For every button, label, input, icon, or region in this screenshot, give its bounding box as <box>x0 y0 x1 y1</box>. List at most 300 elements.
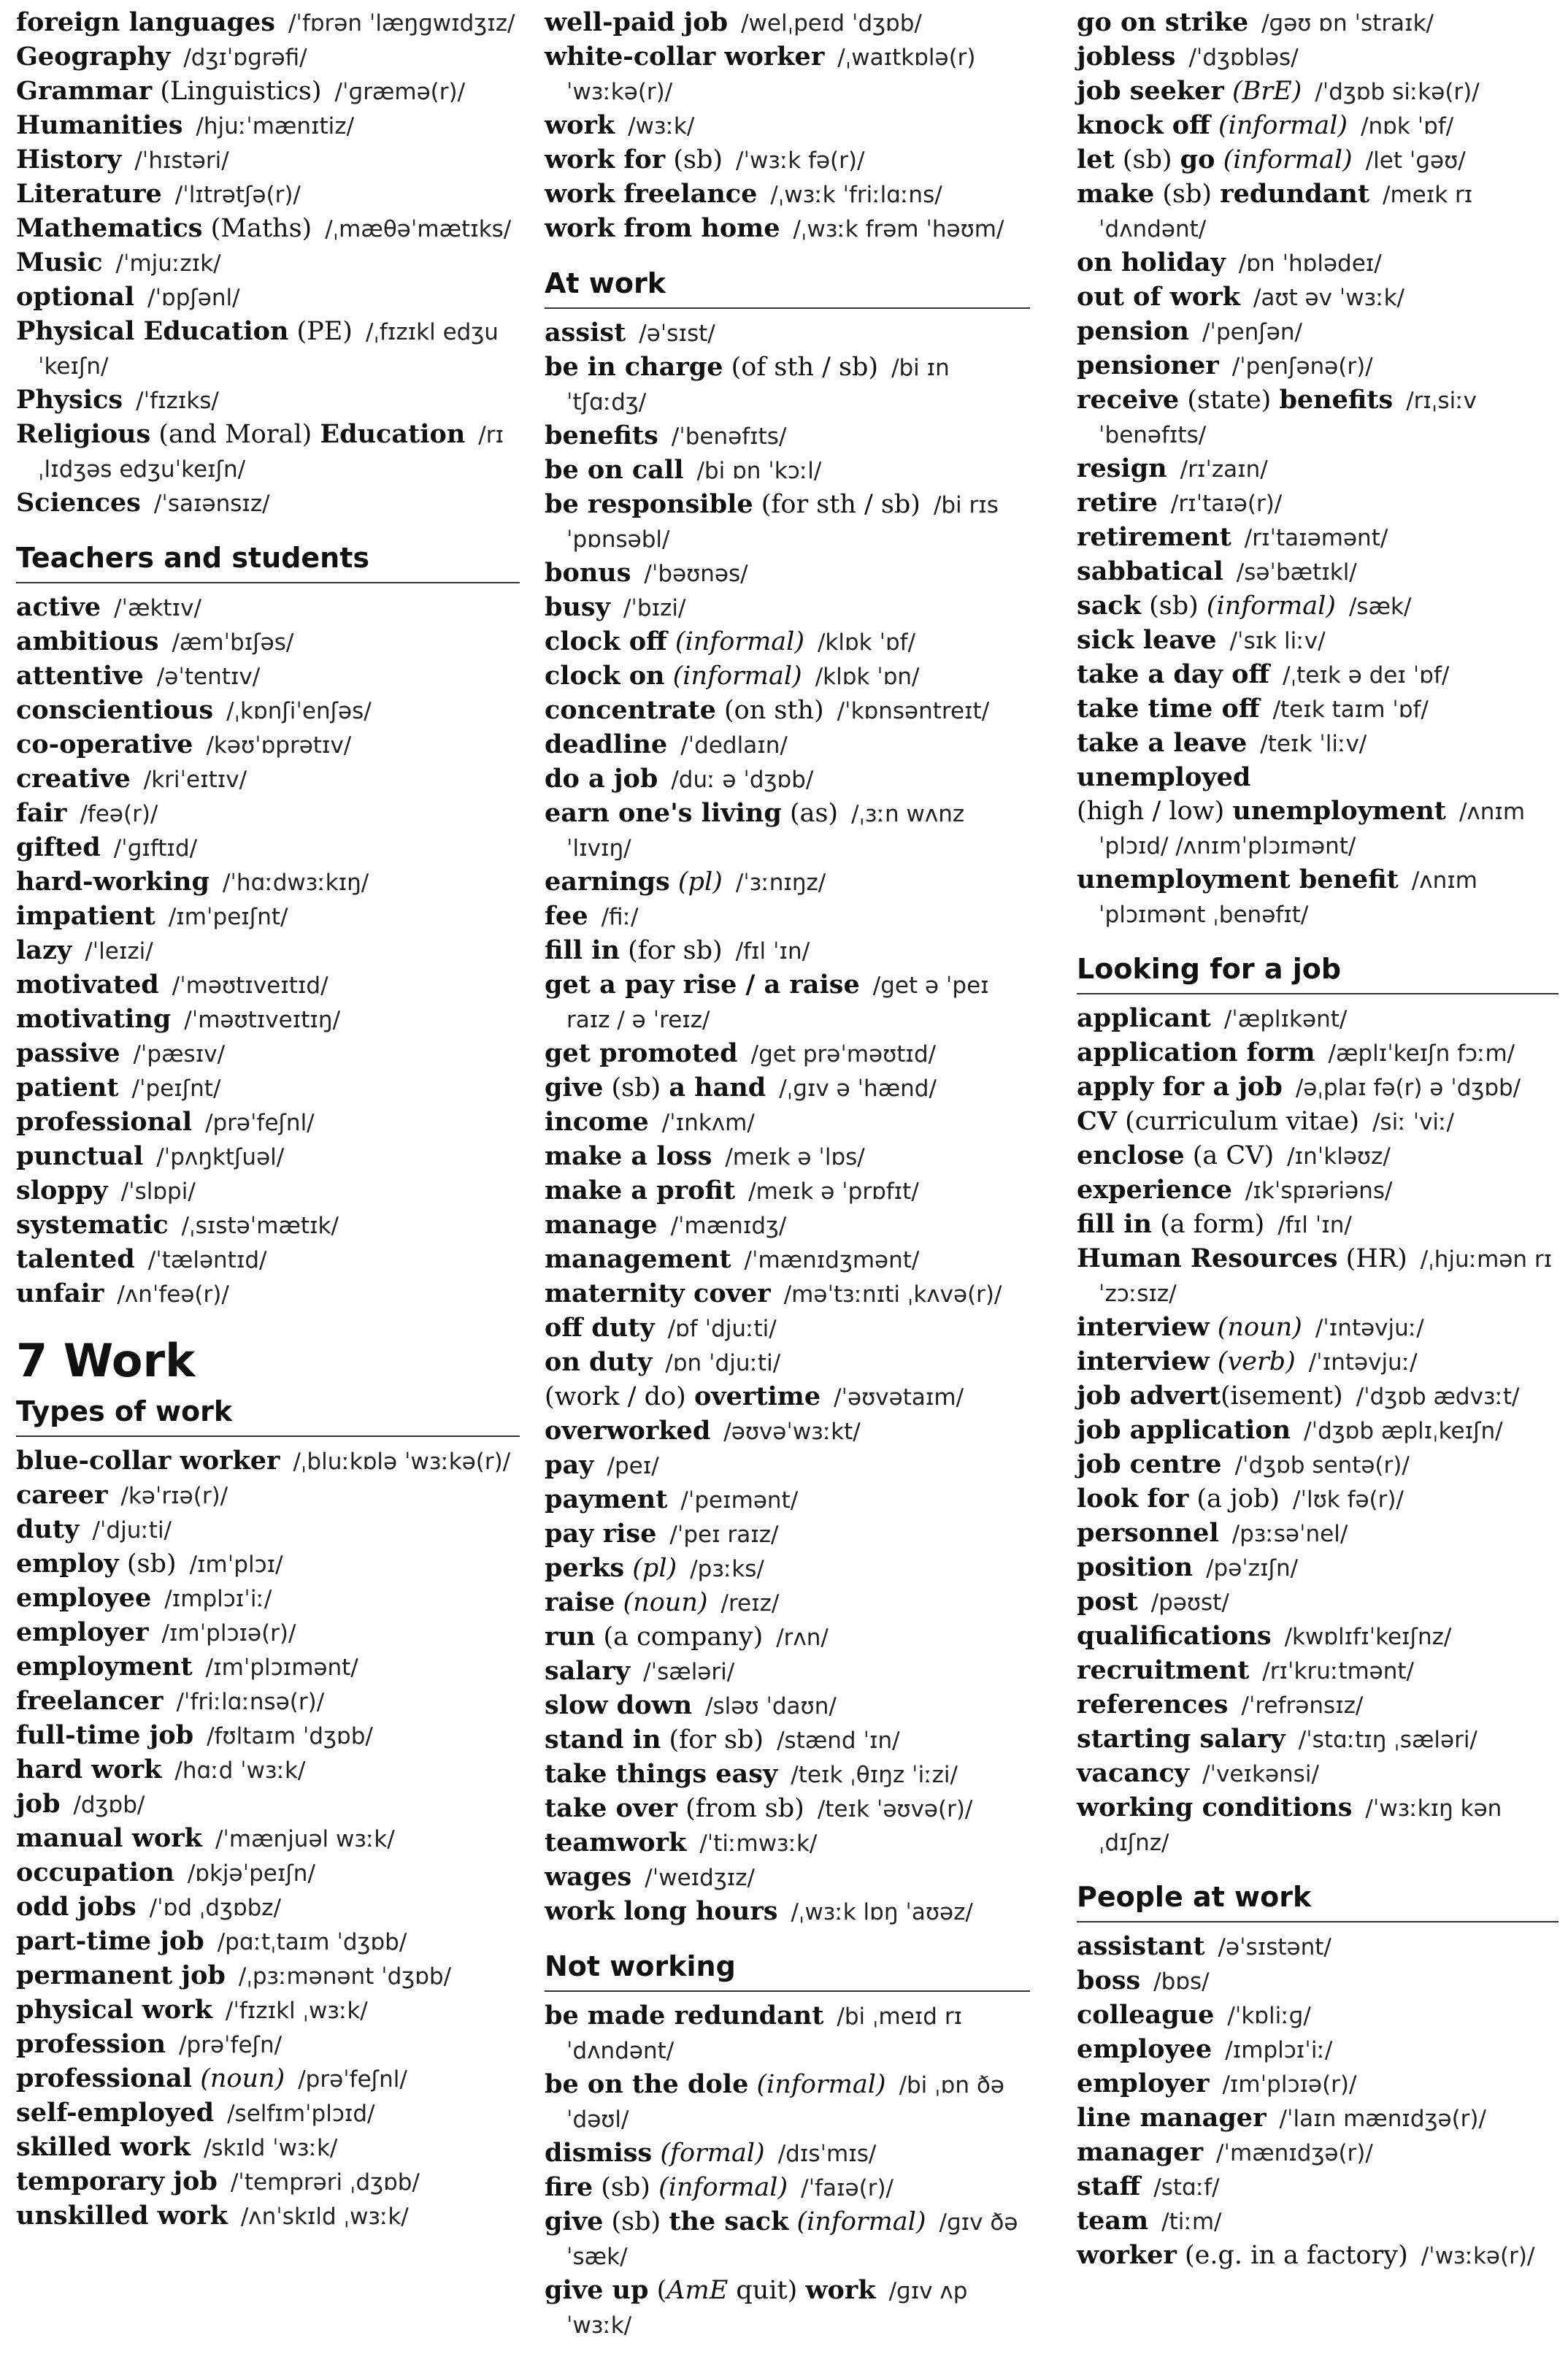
pronunciation: /fɪl ˈɪn/ <box>1277 1212 1352 1238</box>
pronunciation: /ɪmˈplɔɪ/ <box>189 1552 283 1578</box>
pronunciation: /ˌteɪk ə deɪ ˈɒf/ <box>1283 662 1450 689</box>
pronunciation: /ˈslɒpi/ <box>120 1178 196 1205</box>
vocab-entry <box>1077 486 1559 521</box>
pronunciation: /fɪl ˈɪn/ <box>735 938 810 965</box>
pronunciation: /siː ˈviː/ <box>1372 1109 1454 1135</box>
pronunciation: /ˈpeɪʃnt/ <box>131 1076 221 1102</box>
column-left <box>16 6 520 2234</box>
pronunciation: /ˈweɪdʒɪz/ <box>645 1865 755 1891</box>
headword: go on strike <box>1077 7 1249 37</box>
headword: overtime <box>693 1381 821 1411</box>
vocab-entry <box>16 1071 520 1105</box>
usage-label: (noun) <box>200 2064 285 2093</box>
vocab-entry <box>545 1999 1030 2068</box>
headword: profession <box>16 2029 166 2059</box>
headword: employer <box>1077 2069 1210 2098</box>
pronunciation: /ɪnˈkləʊz/ <box>1287 1143 1391 1170</box>
pronunciation: /ɡɪv ðə ˈsæk/ <box>566 2209 1018 2270</box>
pronunciation: /ˌhjuːmən rɪˈzɔːsɪz/ <box>1099 1246 1553 1307</box>
pronunciation: /duː ə ˈdʒɒb/ <box>671 767 814 793</box>
vocab-entry <box>16 1650 520 1684</box>
vocab-entry <box>1077 452 1559 486</box>
headword: employ <box>16 1549 119 1579</box>
pronunciation: /feə(r)/ <box>80 801 158 827</box>
vocab-entry <box>16 2131 520 2165</box>
headword: odd jobs <box>16 1892 137 1922</box>
headword: hard work <box>16 1755 162 1784</box>
headword: fill in <box>545 935 620 965</box>
note <box>1215 145 1223 175</box>
pronunciation: /hjuːˈmænɪtiz/ <box>196 113 355 139</box>
vocab-entry <box>16 2062 520 2096</box>
section-heading-teachers-and-students: Teachers and students <box>16 541 520 583</box>
pronunciation: /əˈsɪst/ <box>639 321 715 347</box>
headword: pay <box>545 1450 594 1480</box>
vocab-entry <box>545 316 1030 350</box>
note: (HR) <box>1337 1244 1407 1273</box>
vocab-entry <box>1077 624 1559 658</box>
pronunciation: /ˈəʊvətaɪm/ <box>834 1384 964 1411</box>
pronunciation: /ˈbəʊnəs/ <box>644 561 748 587</box>
note <box>748 2070 756 2099</box>
pronunciation: /selfɪmˈplɔɪd/ <box>227 2101 375 2127</box>
note: (PE) <box>288 317 353 346</box>
headword: on duty <box>545 1347 653 1377</box>
headword: passive <box>16 1038 120 1068</box>
pronunciation: /ˌwɜːk frəm ˈhəʊm/ <box>793 216 1004 242</box>
headword: unskilled work <box>16 2201 228 2231</box>
headword: conscientious <box>16 695 214 725</box>
note <box>665 662 673 691</box>
pronunciation: /meɪk rɪˈdʌndənt/ <box>1099 182 1473 242</box>
usage-label: (verb) <box>1217 1347 1296 1376</box>
headword: give <box>545 1073 604 1103</box>
note: (high / low) <box>1077 797 1233 826</box>
vocab-entry <box>1077 2067 1559 2101</box>
vocab-entry <box>1077 1930 1559 1964</box>
pronunciation: /ˈfaɪə(r)/ <box>801 2175 894 2201</box>
note: (as) <box>781 799 839 828</box>
vocab-entry <box>545 1723 1030 1757</box>
note: (for sth / sb) <box>753 490 921 519</box>
headword: working conditions <box>1077 1793 1353 1822</box>
vocab-entry <box>1077 177 1559 246</box>
headword: give <box>545 2207 604 2236</box>
vocab-entry <box>16 694 520 728</box>
pronunciation: /ˈdʒɒb æplɪˌkeɪʃn/ <box>1304 1418 1503 1444</box>
pronunciation: /prəˈfeʃnl/ <box>298 2066 407 2093</box>
vocab-entry <box>16 40 520 74</box>
headword: sloppy <box>16 1176 108 1205</box>
note <box>615 1588 623 1617</box>
headword: job centre <box>1077 1449 1222 1479</box>
vocab-entry <box>545 1037 1030 1071</box>
pronunciation: /pəˈzɪʃn/ <box>1206 1555 1299 1582</box>
headword: stand in <box>545 1725 661 1755</box>
headword: benefits <box>545 421 658 451</box>
usage-label: AmE <box>666 2276 729 2305</box>
vocab-entry <box>1077 383 1559 452</box>
pronunciation: /ˈɡɪftɪd/ <box>113 835 198 862</box>
note: (sb) <box>118 1549 177 1579</box>
vocab-entry <box>545 2171 1030 2205</box>
headword: sabbatical <box>1077 556 1223 586</box>
headword: bonus <box>545 558 631 588</box>
pronunciation: /dʒɪˈɒɡrəfi/ <box>183 45 307 71</box>
headword: work <box>545 110 615 140</box>
vocab-entry <box>545 212 1030 246</box>
pronunciation: /rʌn/ <box>776 1625 829 1651</box>
note <box>1210 1347 1218 1376</box>
pronunciation: /ɒf ˈdjuːti/ <box>667 1316 777 1342</box>
headword: work from home <box>545 213 780 243</box>
note <box>1224 77 1232 106</box>
usage-label: (informal) <box>796 2207 926 2236</box>
headword: permanent job <box>16 1960 226 1990</box>
vocab-entry <box>545 453 1030 488</box>
pronunciation: /ˈwɜːk fə(r)/ <box>736 147 865 174</box>
headword: white-collar worker <box>545 42 825 72</box>
vocab-entry <box>545 728 1030 762</box>
pronunciation: /ɡɪv ʌp ˈwɜːk/ <box>566 2278 968 2339</box>
vocab-entry <box>545 1414 1030 1449</box>
vocab-entry <box>16 1993 520 2028</box>
vocab-entry <box>16 728 520 762</box>
headword: pension <box>1077 316 1189 346</box>
headword: clock on <box>545 661 665 691</box>
vocab-entry <box>16 1890 520 1925</box>
pronunciation: /məˈtɜːnɪti ˌkʌvə(r)/ <box>783 1281 1002 1308</box>
headword: earn one's living <box>545 798 782 828</box>
pronunciation: /bi ˌɒn ðə ˈdəʊl/ <box>566 2072 1004 2133</box>
headword: knock off <box>1077 110 1210 140</box>
headword: self-employed <box>16 2098 215 2128</box>
pronunciation: /ˈleɪzi/ <box>85 938 153 965</box>
headword: Human Resources <box>1077 1243 1338 1273</box>
note <box>1210 111 1218 140</box>
headword: occupation <box>16 1857 174 1887</box>
vocab-entry <box>1077 1002 1559 1036</box>
headword: work long hours <box>545 1896 778 1926</box>
pronunciation: /ˌwɜːk lɒŋ ˈaʊəz/ <box>791 1899 973 1925</box>
section-heading-looking-for-a-job: Looking for a job <box>1077 952 1559 994</box>
headword: income <box>545 1107 649 1137</box>
pronunciation: /ˌɜːn wʌnz ˈlɪvɪŋ/ <box>566 801 965 862</box>
vocab-entry <box>1077 1654 1559 1688</box>
headword: manual work <box>16 1823 202 1853</box>
vocab-entry <box>16 143 520 177</box>
headword: application form <box>1077 1038 1315 1067</box>
section-heading-at-work: At work <box>545 267 1030 309</box>
pronunciation: /ɪmˈplɔɪə(r)/ <box>161 1620 296 1646</box>
pronunciation: /pɑːtˌtaɪm ˈdʒɒb/ <box>217 1929 407 1955</box>
pronunciation: /ˈɒd ˌdʒɒbz/ <box>149 1895 282 1921</box>
headword: interview <box>1077 1346 1210 1376</box>
usage-label: (informal) <box>1223 145 1353 175</box>
vocab-entry <box>545 1311 1030 1346</box>
headword: perks <box>545 1553 625 1583</box>
pronunciation: /ˈɒpʃənl/ <box>147 285 240 311</box>
note: (for sb) <box>619 936 723 965</box>
vocab-entry <box>545 2274 1030 2342</box>
pronunciation: /ˈdʒɒb sentə(r)/ <box>1234 1452 1410 1479</box>
pronunciation: /get prəˈməʊtɪd/ <box>750 1041 937 1067</box>
pronunciation: /teɪk taɪm ˈɒf/ <box>1272 697 1429 723</box>
pronunciation: /klɒk ˈɒf/ <box>817 629 916 656</box>
vocab-entry <box>545 1208 1030 1243</box>
vocab-entry <box>545 1105 1030 1140</box>
pronunciation: /teɪk ˌθɪŋz ˈiːzi/ <box>791 1762 958 1788</box>
headword: unemployment benefit <box>1077 864 1399 894</box>
usage-label: (noun) <box>623 1588 708 1617</box>
headword: let <box>1077 145 1115 175</box>
vocab-entry <box>16 1822 520 1856</box>
pronunciation: /æplɪˈkeɪʃn fɔːm/ <box>1328 1040 1515 1067</box>
headword: take time off <box>1077 694 1260 724</box>
vocab-entry <box>545 1689 1030 1723</box>
headword: off duty <box>545 1313 655 1343</box>
vocab-entry <box>16 1277 520 1311</box>
vocab-entry <box>1077 1139 1559 1173</box>
vocab-entry <box>1077 1619 1559 1654</box>
pronunciation: /tiːm/ <box>1161 2209 1222 2235</box>
pronunciation: /ˈfɪzɪks/ <box>136 388 219 414</box>
pronunciation: /ˈsaɪənsɪz/ <box>153 491 270 517</box>
vocab-entry <box>1077 761 1559 794</box>
pronunciation: /ˈməʊtɪveɪtɪd/ <box>172 973 328 999</box>
headword: employee <box>1077 2034 1212 2064</box>
vocab-entry <box>16 865 520 900</box>
headword: team <box>1077 2206 1149 2236</box>
vocab-entry <box>1077 2136 1559 2170</box>
pronunciation: /ˌwaɪtkɒlə(r) ˈwɜːkə(r)/ <box>566 45 976 105</box>
pronunciation: /ˌbluːkɒlə ˈwɜːkə(r)/ <box>293 1449 511 1475</box>
vocab-entry <box>545 350 1030 419</box>
headword: wages <box>545 1862 632 1892</box>
vocab-entry <box>1077 315 1559 349</box>
headword: fee <box>545 901 588 931</box>
vocab-entry <box>1077 1173 1559 1208</box>
usage-label: (informal) <box>672 662 802 691</box>
vocab-entry <box>16 1925 520 1959</box>
headword: recruitment <box>1077 1655 1250 1685</box>
vocab-entry <box>1077 1688 1559 1722</box>
pronunciation: /get ə ˈpeɪ raɪz / ə ˈreɪz/ <box>566 973 989 1033</box>
note: (sb) <box>593 2173 659 2202</box>
headword: go <box>1180 145 1215 175</box>
headword: impatient <box>16 901 155 931</box>
pronunciation: /ʌnɪmˈplɔɪmənt ˌbenəfɪt/ <box>1099 867 1477 928</box>
headword: lazy <box>16 935 72 965</box>
vocab-entry <box>16 968 520 1002</box>
vocab-entry <box>16 1513 520 1547</box>
headword: temporary job <box>16 2166 218 2196</box>
headword: be in charge <box>545 352 723 382</box>
pronunciation: /kəʊˈɒprətɪv/ <box>206 732 352 759</box>
vocab-entry <box>545 968 1030 1037</box>
headword: CV <box>1077 1106 1118 1136</box>
headword: freelancer <box>16 1686 164 1716</box>
headword: motivated <box>16 970 159 1000</box>
pronunciation: /ˈlɪtrətʃə(r)/ <box>174 182 301 208</box>
vocab-entry <box>16 1037 520 1071</box>
vocab-entry <box>1077 1964 1559 1998</box>
pronunciation: /ˌfɪzɪkl edʒuˈkeɪʃn/ <box>38 319 499 380</box>
pronunciation: /ˌkɒnʃiˈenʃəs/ <box>226 698 372 724</box>
headword: jobless <box>1077 42 1176 72</box>
pronunciation: /kriˈeɪtɪv/ <box>143 767 247 793</box>
vocab-entry <box>545 177 1030 212</box>
pronunciation: /prəˈfeʃn/ <box>179 2032 283 2058</box>
vocab-entry <box>1077 2204 1559 2239</box>
vocab-entry <box>1077 1757 1559 1791</box>
pronunciation: /ɡəʊ ɒn ˈstraɪk/ <box>1261 10 1434 37</box>
headword: interview <box>1077 1312 1210 1342</box>
vocab-entry <box>16 212 520 246</box>
vocab-entry <box>545 1449 1030 1483</box>
vocab-entry <box>1077 1517 1559 1551</box>
headword: get promoted <box>545 1038 738 1068</box>
vocab-entry <box>16 659 520 694</box>
pronunciation: /pəʊst/ <box>1150 1590 1229 1616</box>
note: (a company) <box>595 1622 764 1652</box>
headword: work for <box>545 145 666 175</box>
headword: boss <box>1077 1966 1141 1995</box>
usage-label: (BrE) <box>1232 77 1302 106</box>
vocab-entry <box>545 1586 1030 1620</box>
vocab-entry <box>16 109 520 143</box>
headword: systematic <box>16 1210 169 1240</box>
headword: management <box>545 1244 731 1274</box>
headword: part-time job <box>16 1926 204 1956</box>
headword: patient <box>16 1073 119 1103</box>
headword: experience <box>1077 1175 1232 1205</box>
vocab-entry <box>1077 1345 1559 1379</box>
vocab-entry <box>1077 1585 1559 1619</box>
pronunciation: /peɪ/ <box>607 1453 659 1479</box>
vocab-entry <box>545 762 1030 797</box>
pronunciation: /ˈfɪzɪkl ˌwɜːk/ <box>225 1998 368 2024</box>
headword: slow down <box>545 1690 693 1720</box>
pronunciation: /ˌwɜːk ˈfriːlɑːns/ <box>770 182 942 208</box>
pronunciation: /ˈbɪzi/ <box>623 595 686 621</box>
vocab-entry <box>1077 589 1559 624</box>
headword: redundant <box>1220 179 1370 209</box>
pronunciation: /welˌpeɪd ˈdʒɒb/ <box>741 10 922 37</box>
headword: blue-collar worker <box>16 1446 280 1476</box>
vocab-entry <box>1077 2033 1559 2067</box>
usage-label: (formal) <box>660 2139 765 2168</box>
pronunciation: /ˈpeɪ raɪz/ <box>669 1522 779 1548</box>
vocab-entry <box>1077 726 1559 761</box>
vocab-entry <box>16 2165 520 2199</box>
headword: personnel <box>1077 1518 1219 1548</box>
vocab-entry <box>545 1174 1030 1208</box>
pronunciation: /ˈdedlaɪn/ <box>680 732 788 759</box>
vocab-entry <box>1077 280 1559 315</box>
pronunciation: /ɒkjəˈpeɪʃn/ <box>187 1860 315 1887</box>
headword: Physical Education <box>16 316 289 346</box>
note <box>667 627 675 656</box>
pronunciation: /ˈstɑːtɪŋ ˌsæləri/ <box>1298 1727 1477 1753</box>
headword: employment <box>16 1652 193 1682</box>
pronunciation: /ˈlaɪn mænɪdʒə(r)/ <box>1279 2106 1486 2132</box>
usage-label: (informal) <box>675 627 804 656</box>
headword: qualifications <box>1077 1621 1272 1651</box>
note <box>788 2207 796 2236</box>
headword: fair <box>16 798 67 828</box>
vocab-entry <box>1077 1379 1559 1414</box>
vocab-entry <box>16 934 520 968</box>
pronunciation: /let ˈɡəʊ/ <box>1365 147 1466 174</box>
headword: make a loss <box>545 1141 712 1171</box>
headword: work <box>805 2275 876 2305</box>
pronunciation: /meɪk ə ˈlɒs/ <box>725 1144 865 1170</box>
vocab-entry <box>16 2096 520 2131</box>
usage-label: (informal) <box>1206 591 1336 621</box>
vocab-entry <box>16 1959 520 1993</box>
headword: concentrate <box>545 695 716 725</box>
headword: Literature <box>16 179 162 209</box>
vocab-entry <box>1077 2101 1559 2136</box>
pronunciation: /skɪld ˈwɜːk/ <box>203 2135 338 2161</box>
pronunciation: /ɪmplɔɪˈiː/ <box>164 1586 272 1612</box>
vocab-entry <box>16 1444 520 1479</box>
vocab-entry <box>1077 1070 1559 1105</box>
headword: hard-working <box>16 867 210 897</box>
pronunciation: /ˈdjuːti/ <box>92 1517 172 1544</box>
pronunciation: /stɑːf/ <box>1153 2174 1220 2201</box>
headword: vacancy <box>1077 1758 1190 1788</box>
note <box>652 2139 660 2168</box>
headword: fire <box>545 2172 593 2202</box>
headword: physical work <box>16 1995 212 2025</box>
headword: unemployed <box>1077 762 1251 792</box>
vocab-entry <box>1077 863 1559 932</box>
headword: Humanities <box>16 110 183 140</box>
pronunciation: /reɪz/ <box>720 1590 780 1617</box>
section-heading-types-of-work: Types of work <box>16 1395 520 1437</box>
vocab-entry <box>545 1552 1030 1586</box>
pronunciation: /əˈsɪstənt/ <box>1218 1934 1331 1960</box>
vocab-entry <box>16 591 520 625</box>
vocab-entry <box>545 40 1030 109</box>
pronunciation: /ˈdʒɒb siːkə(r)/ <box>1315 79 1480 105</box>
vocab-entry <box>16 2028 520 2062</box>
pronunciation: /əʊvəˈwɜːkt/ <box>723 1419 861 1445</box>
note: (e.g. in a factory) <box>1176 2241 1408 2270</box>
vocab-entry <box>545 109 1030 143</box>
headword: Music <box>16 248 103 277</box>
headword: job <box>16 1789 61 1819</box>
vocab-entry <box>545 1826 1030 1860</box>
headword: skilled work <box>16 2132 191 2162</box>
pronunciation: /ˌsɪstəˈmætɪk/ <box>181 1213 339 1239</box>
headword: enclose <box>1077 1140 1185 1170</box>
headword: manager <box>1077 2137 1204 2167</box>
chapter-title: 7 Work <box>16 1334 196 1387</box>
headword: motivating <box>16 1004 172 1034</box>
pronunciation: /ˈmjuːzɪk/ <box>115 250 221 277</box>
vocab-entry <box>1077 692 1559 726</box>
pronunciation: /bi rɪsˈpɒnsəbl/ <box>566 492 999 553</box>
vocab-entry <box>545 1792 1030 1826</box>
pronunciation: /ˈtæləntɪd/ <box>147 1247 267 1273</box>
headword: take over <box>545 1793 677 1823</box>
note: (sb) <box>603 2207 669 2236</box>
headword: ambitious <box>16 626 159 656</box>
headword: raise <box>545 1587 615 1617</box>
